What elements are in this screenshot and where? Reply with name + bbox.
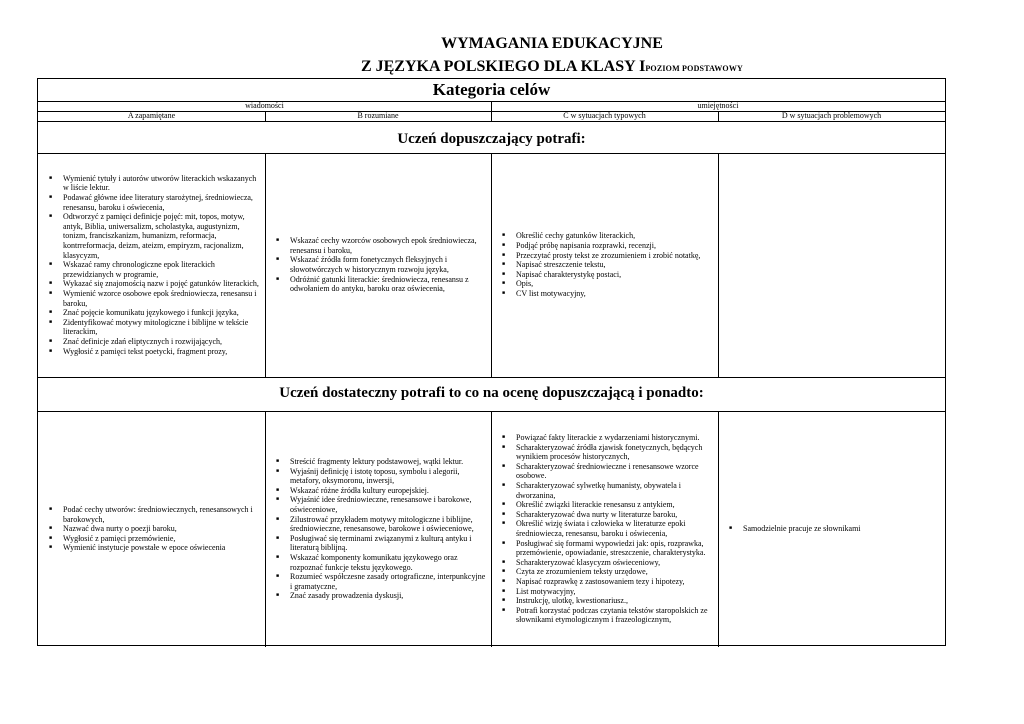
subtitle-main: Z JĘZYKA POLSKIEGO DLA KLASY I: [360, 58, 646, 75]
list-item: ■ Wymienić tytuły i autorów utworów literackich wskazanych w liście lektur.: [63, 174, 261, 193]
list-item: ■ Wymienić wzorce osobowe epok średniowiecza, renesansu i baroku,: [63, 289, 261, 308]
list-item: ■ Samodzielnie pracuje ze słownikami: [743, 524, 861, 534]
list-item: ■ Wskazać komponenty komunikatu językowego oraz rozpoznać funkcje tekstu językowego.: [290, 553, 487, 572]
list-item: ■ Potrafi korzystać podczas czytania tekstów staropolskich ze słownikami etymologicznym i frazeologicznym,: [516, 606, 714, 625]
list-item: ■ Określić cechy gatunków literackich,: [516, 231, 700, 241]
list-item: ■ Scharakteryzować źródła zjawisk fonetycznych, będących wynikiem procesów historycznych,: [516, 443, 714, 462]
list-dopuszczajacy-a: [42, 174, 261, 356]
cell-dostateczny-b: [265, 411, 491, 647]
list-dostateczny-b: [269, 457, 487, 601]
list-item: ■ Znać zasady prowadzenia dyskusji,: [290, 591, 487, 601]
list-item: ■ Powiązać fakty literackie z wydarzeniami historycznymi.: [516, 433, 714, 443]
group-header-skills: umiejętności: [697, 101, 739, 110]
list-item: ■ CV list motywacyjny,: [516, 289, 700, 299]
document-title: WYMAGANIA EDUKACYJNE: [441, 35, 663, 52]
table-heading: Kategoria celów: [432, 80, 551, 99]
list-dostateczny-a: [42, 505, 261, 553]
subtitle-level: POZIOM PODSTAWOWY: [645, 64, 744, 73]
list-item: ■ Określić wizję świata i człowieka w literaturze epoki średniowiecza, renesansu, baroku i oświecenia,: [516, 519, 714, 538]
list-item: ■ Czyta ze zrozumieniem teksty urzędowe,: [516, 567, 714, 577]
list-item: ■ Odtworzyć z pamięci definicje pojęć: mit, topos, motyw, antyk, Biblia, uniwersalizm, scholastyka, augustynizm, tonizm, franciszkanizm, humanizm, reformacja, kontrreformacja, deizm, ateizm, empiryzm, racjonalizm, klasycyzm,: [63, 212, 261, 260]
list-item: ■ Wymienić instytucje powstałe w epoce oświecenia: [63, 543, 261, 553]
cell-dopuszczajacy-a: [38, 153, 265, 377]
list-item: ■ Podawać główne idee literatury starożytnej, średniowiecza, renesansu, baroku i oświecenia,: [63, 193, 261, 212]
list-dostateczny-d: [722, 524, 861, 534]
group-header-knowledge: wiadomości: [245, 101, 284, 110]
column-header-a: A zapamiętane: [127, 111, 176, 120]
list-item: ■ Wskazać cechy wzorców osobowych epok średniowiecza, renesansu i baroku,: [290, 236, 487, 255]
cell-dopuszczajacy-c: [491, 153, 718, 377]
list-item: ■ Wyjaśnić idee średniowieczne, renesansowe i barokowe, oświeceniowe,: [290, 495, 487, 514]
column-header-d: D w sytuacjach problemowych: [781, 111, 882, 120]
list-item: ■ Wskazać ramy chronologiczne epok literackich przewidzianych w programie,: [63, 260, 261, 279]
list-item: ■ Scharakteryzować sylwetkę humanisty, obywatela i dworzanina,: [516, 481, 714, 500]
document-subtitle: [0, 58, 1024, 76]
list-item: ■ Wygłosić z pamięci tekst poetycki, fragment prozy,: [63, 347, 261, 357]
list-item: ■ Wygłosić z pamięci przemówienie,: [63, 534, 261, 544]
list-item: ■ Scharakteryzować klasycyzm oświeceniowy,: [516, 558, 714, 568]
list-item: ■ Wyjaśnij definicję i istotę toposu, symbolu i alegorii, metafory, oksymoronu, inwersji,: [290, 467, 487, 486]
list-item: ■ Opis,: [516, 279, 700, 289]
list-item: ■ Zilustrować przykładem motywy mitologiczne i biblijne, średniowieczne, renesansowe, barokowe i oświeceniowe,: [290, 515, 487, 534]
list-item: ■ Streścić fragmenty lektury podstawowej, wątki lektur.: [290, 457, 487, 467]
cell-dostateczny-c: [491, 411, 718, 647]
list-item: ■ Rozumieć współczesne zasady ortograficzne, interpunkcyjne i gramatyczne,: [290, 572, 487, 591]
list-item: ■ Znać pojęcie komunikatu językowego i funkcji języka,: [63, 308, 261, 318]
list-item: ■ Podjąć próbę napisania rozprawki, recenzji,: [516, 241, 700, 251]
list-item: ■ Odróżnić gatunki literackie: średniowiecza, renesansu z odwołaniem do antyku, baroku oraz oświecenia,: [290, 275, 487, 294]
list-item: ■ Instrukcję, ulotkę, kwestionariusz.,: [516, 596, 714, 606]
requirements-table: [37, 78, 946, 646]
list-item: ■ Scharakteryzować średniowieczne i renesansowe wzorce osobowe.: [516, 462, 714, 481]
list-item: ■ Określić związki literackie renesansu z antykiem,: [516, 500, 714, 510]
list-item: ■ Posługiwać się terminami związanymi z kulturą antyku i literaturą biblijną.: [290, 534, 487, 553]
list-item: ■ Wskazać różne źródła kultury europejskiej.: [290, 486, 487, 496]
list-item: ■ Napisać charakterystykę postaci,: [516, 270, 700, 280]
cell-dostateczny-d: [718, 411, 945, 647]
column-header-c: C w sytuacjach typowych: [563, 111, 646, 120]
list-item: ■ Scharakteryzować dwa nurty w literaturze baroku,: [516, 510, 714, 520]
cell-dostateczny-a: [38, 411, 265, 647]
list-dopuszczajacy-c: [495, 231, 700, 298]
column-header-b: B rozumiane: [357, 111, 399, 120]
list-item: ■ Wskazać źródła form fonetycznych fleksyjnych i słowotwórczych w historycznym rozwoju języka,: [290, 255, 487, 274]
list-item: ■ Napisać streszczenie tekstu,: [516, 260, 700, 270]
list-item: ■ Podać cechy utworów: średniowiecznych, renesansowych i barokowych,: [63, 505, 261, 524]
list-dopuszczajacy-b: [269, 236, 487, 294]
list-item: ■ List motywacyjny,: [516, 587, 714, 597]
cell-dopuszczajacy-b: [265, 153, 491, 377]
list-item: ■ Wykazać się znajomością nazw i pojęć gatunków literackich,: [63, 279, 261, 289]
list-item: ■ Napisać rozprawkę z zastosowaniem tezy i hipotezy,: [516, 577, 714, 587]
list-item: ■ Posługiwać się formami wypowiedzi jak: opis, rozprawka, przemówienie, opowiadanie, streszczenie, charakterystyka.: [516, 539, 714, 558]
list-item: ■ Zidentyfikować motywy mitologiczne i biblijne w tekście literackim,: [63, 318, 261, 337]
cell-dopuszczajacy-d: [718, 153, 945, 377]
list-item: ■ Przeczytać prosty tekst ze zrozumieniem i zrobić notatkę,: [516, 251, 700, 261]
list-dostateczny-c: [495, 433, 714, 625]
list-item: ■ Znać definicje zdań eliptycznych i rozwijających,: [63, 337, 261, 347]
list-item: ■ Nazwać dwa nurty o poezji baroku,: [63, 524, 261, 534]
section-title-dostateczny: Uczeń dostateczny potrafi to co na ocenę dopuszczającą i ponadto:: [279, 385, 704, 401]
section-title-dopuszczajacy: Uczeń dopuszczający potrafi:: [397, 131, 586, 147]
